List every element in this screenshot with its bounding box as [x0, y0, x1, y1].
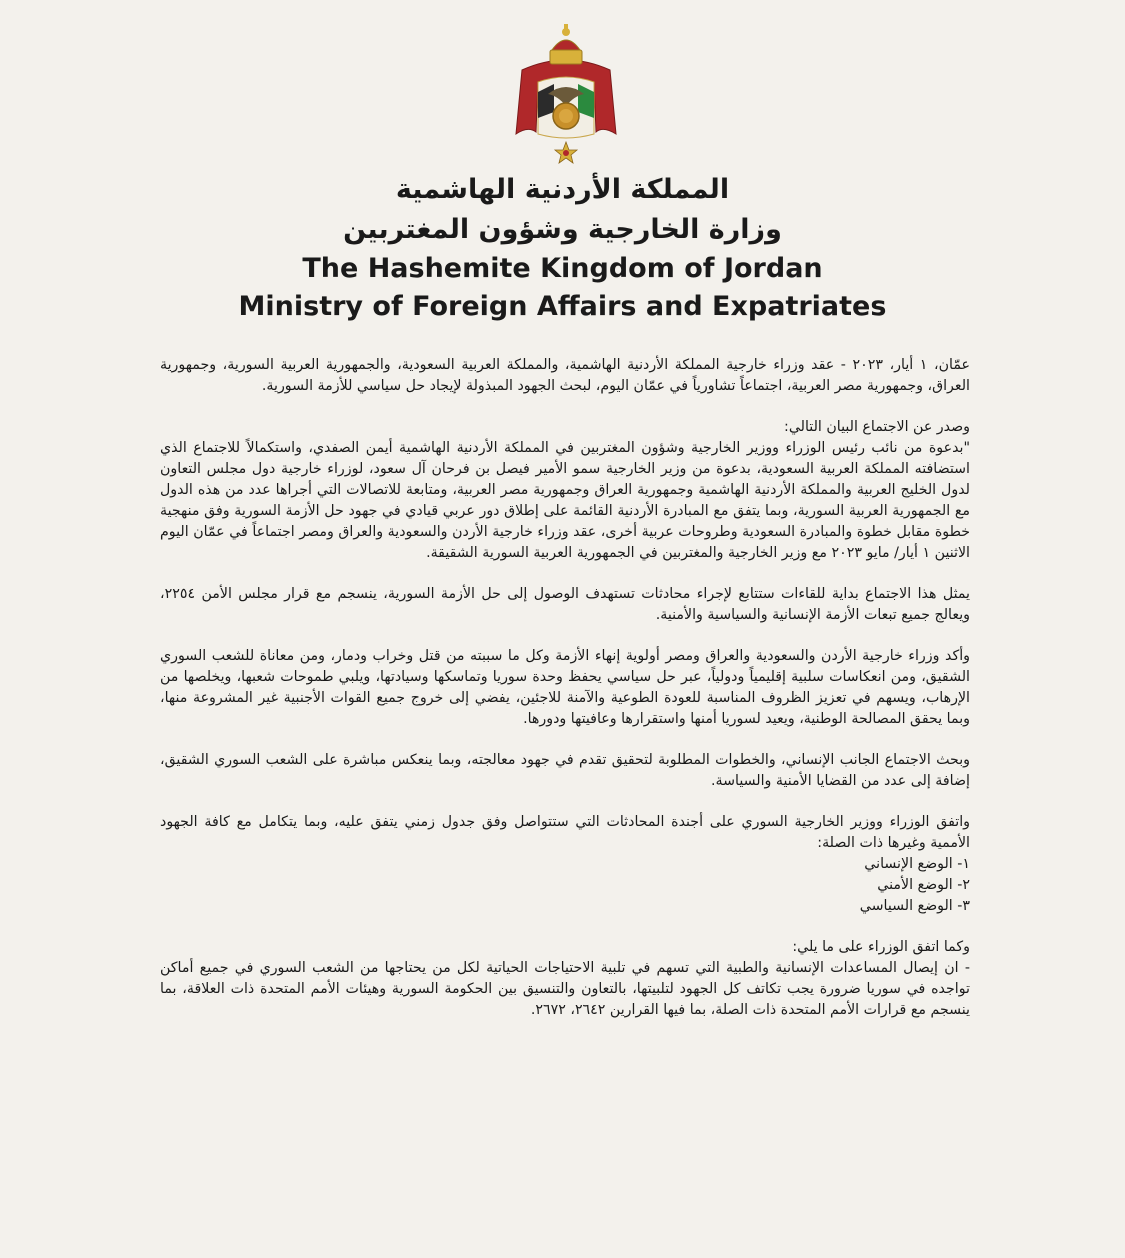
en-kingdom-title: The Hashemite Kingdom of Jordan	[302, 253, 823, 284]
paragraph-agenda: واتفق الوزراء ووزير الخارجية السوري على أجندة المحادثات التي ستتواصل وفق جدول زمني يتفق عليه، وبما يتكامل مع كافة الجهود الأممية وغيرها ذات الصلة:	[160, 814, 970, 851]
paragraph-agreements-intro: وكما اتفق الوزراء على ما يلي:	[792, 939, 970, 955]
paragraph-humanitarian: وبحث الاجتماع الجانب الإنساني، والخطوات المطلوبة لتحقيق تقدم في جهود معالجته، وبما ينعكس مباشرة على الشعب السوري الشقيق، إضافة إلى عدد من القضايا الأمنية والسياسة.	[160, 752, 970, 789]
paragraph-opening: عمّان، ١ أيار، ٢٠٢٣ - عقد وزراء خارجية المملكة الأردنية الهاشمية، والمملكة العربية السعودية، والجمهورية العربية السورية، وجمهورية العراق، وجمهورية مصر العربية، اجتماعاً تشاورياً في عمّان اليوم، لبحث الجهود المبذولة لإيجاد حل سياسي للأزمة السورية.	[160, 357, 970, 394]
paragraph-priorities: وأكد وزراء خارجية الأردن والسعودية والعراق ومصر أولوية إنهاء الأزمة وكل ما سببته من قتل وخراب ودمار، ومن معاناة للشعب السوري الشقيق، ومن انعكاسات سلبية إقليمياً ودولياً، عبر حل سياسي يحفظ وحدة سوريا وتماسكها وسيادتها، ويلبي طموحات شعبها، ويخلصها من الإرهاب، ويسهم في تعزيز الظروف المناسبة للعودة الطوعية والآمنة للاجئين، يفضي إلى خروج جميع القوات الأجنبية غير المشروعة منها، وبما يحقق المصالحة الوطنية، ويعيد لسوريا أمنها واستقرارها وعافيتها ودورها.	[160, 648, 970, 727]
statement-body	[160, 355, 970, 1041]
paragraph-agreements: - ان إيصال المساعدات الإنسانية والطبية التي تسهم في تلبية الاحتياجات الحياتية لكل من يحتاجها من الشعب السوري في جميع أماكن تواجده في سوريا ضرورة يجب تكاتف كل الجهود لتلبيتها، بالتعاون والتنسيق بين الحكومة السورية وهيئات الأمم المتحدة ذات العلاقة، بما ينسجم مع قرارات الأمم المتحدة ذات الصلة، بما فيها القرارين ٢٦٤٢، ٢٦٧٢.	[160, 960, 970, 1018]
ar-ministry-title: وزارة الخارجية وشؤون المغتربين	[343, 214, 782, 245]
paragraph-meeting-purpose: يمثل هذا الاجتماع بداية للقاءات ستتابع لإجراء محادثات تستهدف الوصول إلى حل الأزمة السورية، ينسجم مع قرار مجلس الأمن ٢٢٥٤، ويعالج جميع تبعات الأزمة الإنسانية والسياسية والأمنية.	[160, 586, 970, 623]
jordan-coat-of-arms-icon	[508, 22, 624, 172]
ar-kingdom-title: المملكة الأردنية الهاشمية	[395, 174, 730, 205]
agenda-item: ٣- الوضع السياسي	[859, 898, 970, 914]
paragraph-statement-intro: وصدر عن الاجتماع البيان التالي:	[784, 419, 970, 435]
agenda-item: ١- الوضع الإنساني	[864, 856, 970, 872]
paragraph-statement: "بدعوة من نائب رئيس الوزراء ووزير الخارجية وشؤون المغتربين في المملكة الأردنية الهاشمية أيمن الصفدي، واستكمالاً للاجتماع الذي استضافته المملكة العربية السعودية، بدعوة من وزير الخارجية سمو الأمير فيصل بن فرحان آل سعود، لوزراء خارجية دول مجلس التعاون لدول الخليج العربية والمملكة الأردنية الهاشمية وجمهورية العراق وجمهورية مصر العربية، ومتابعة للاتصالات التي أجراها عدد من هذه الدول مع الجمهورية العربية السورية، وبما يتفق مع المبادرة الأردنية القائمة على إطلاق دور عربي قيادي في جهود حل الأزمة السورية وفق منهجية خطوة مقابل خطوة والمبادرة السعودية وطروحات عربية أخرى، عقد وزراء خارجية الأردن والسعودية والعراق ومصر اجتماعاً في عمّان اليوم الاثنين ١ أيار/ مايو ٢٠٢٣ مع وزير الخارجية والمغتربين في الجمهورية العربية السورية الشقيقة.	[160, 440, 970, 561]
letterhead	[0, 170, 1125, 326]
en-ministry-title: Ministry of Foreign Affairs and Expatriates	[238, 291, 887, 322]
agenda-item: ٢- الوضع الأمني	[877, 877, 970, 893]
